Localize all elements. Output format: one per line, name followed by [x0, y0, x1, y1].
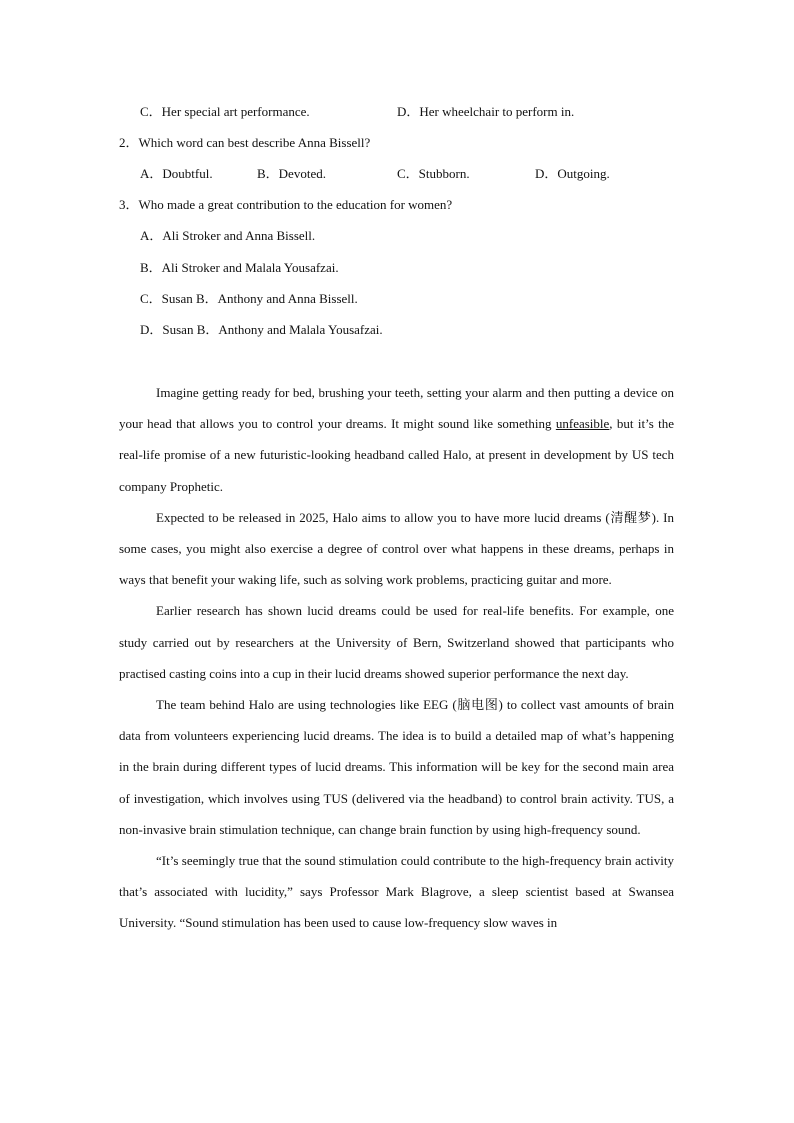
passage-paragraph-1 — [119, 377, 674, 502]
q2-option-c: C．Stubborn. — [397, 166, 470, 181]
q3-option-d: D．Susan B．Anthony and Malala Yousafzai. — [140, 322, 383, 337]
passage-paragraph-2: Expected to be released in 2025, Halo aims to allow you to have more lucid dreams (清醒梦). In some cases, you might also exercise a degree of control over what happens in these dreams, perhaps in ways that benefit your waking life, such as solving work problems, practicing guitar and more. — [119, 509, 674, 588]
passage-paragraph-5: “It’s seemingly true that the sound stimulation could contribute to the high-frequency brain activity that’s associated with lucidity,” says Professor Mark Blagrove, a sleep scientist based at Swansea University. “Sound stimulation has been used to cause low-frequency slow waves in — [119, 853, 674, 931]
passage-paragraph-3: Earlier research has shown lucid dreams could be used for real-life benefits. For example, one study carried out by researchers at the University of Bern, Switzerland showed that participants who practised casting coins into a cup in their lucid dreams showed superior performance the next day. — [119, 603, 674, 681]
q3-option-b: B．Ali Stroker and Malala Yousafzai. — [140, 260, 339, 275]
underlined-word: unfeasible — [555, 416, 610, 432]
q2-option-b: B．Devoted. — [257, 166, 326, 181]
q3-option-a: A．Ali Stroker and Anna Bissell. — [140, 228, 316, 243]
q1-option-c: C．Her special art performance. — [140, 104, 310, 119]
passage-p1-text-start: Imagine getting ready for bed, brushing your teeth, setting your alarm and then putting a device on your head that allows you to control your dreams. It might sound like something — [119, 385, 674, 432]
q1-option-d: D．Her wheelchair to perform in. — [397, 104, 575, 119]
reading-passage — [119, 377, 674, 939]
q3-stem: 3．Who made a great contribution to the education for women? — [119, 197, 453, 212]
q3-option-c: C．Susan B．Anthony and Anna Bissell. — [140, 291, 358, 306]
passage-p1-text-end: , but it’s the real-life promise of a new futuristic-looking headband called Halo, at present in development by US tech company Prophetic. — [119, 416, 674, 494]
q2-option-a: A．Doubtful. — [140, 166, 213, 181]
passage-paragraph-4: The team behind Halo are using technologies like EEG (脑电图) to collect vast amounts of brain data from volunteers experiencing lucid dreams. The idea is to build a detailed map of what’s happening in the brain during different types of lucid dreams. This information will be key for the second main area of investigation, which involves using TUS (delivered via the headband) to control brain activity. TUS, a non-invasive brain stimulation technique, can change brain function by using high-frequency sound. — [119, 697, 674, 837]
q2-option-d: D．Outgoing. — [535, 166, 610, 181]
q2-stem: 2．Which word can best describe Anna Bissell? — [119, 135, 371, 150]
